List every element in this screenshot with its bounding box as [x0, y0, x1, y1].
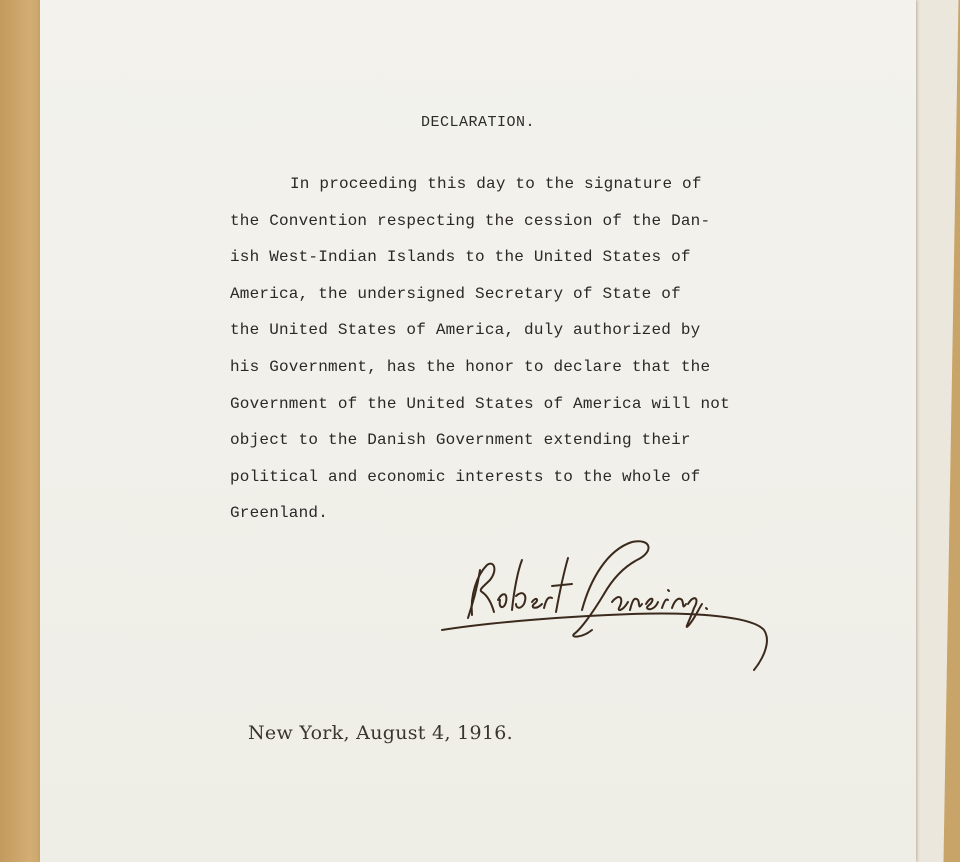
body-line: the United States of America, duly authorized by — [230, 321, 701, 340]
body-line: object to the Danish Government extending their — [230, 431, 691, 450]
body-line: Government of the United States of America will not — [230, 394, 730, 413]
handwritten-signature — [432, 530, 772, 680]
body-line: ish West-Indian Islands to the United States of — [230, 248, 691, 267]
document-title: DECLARATION. — [421, 114, 536, 131]
body-line: political and economic interests to the whole of — [230, 467, 701, 486]
body-line: Greenland. — [230, 504, 329, 523]
body-line: In proceeding this day to the signature of — [290, 175, 702, 193]
document-page — [40, 0, 916, 862]
body-line: America, the undersigned Secretary of State of — [230, 284, 681, 303]
body-line: the Convention respecting the cession of the Dan- — [230, 211, 711, 230]
place-and-date: New York, August 4, 1916. — [248, 722, 514, 744]
signature-icon — [432, 530, 772, 680]
signature-text — [432, 530, 433, 531]
declaration-body — [230, 166, 790, 532]
body-line: his Government, has the honor to declare that the — [230, 357, 711, 376]
